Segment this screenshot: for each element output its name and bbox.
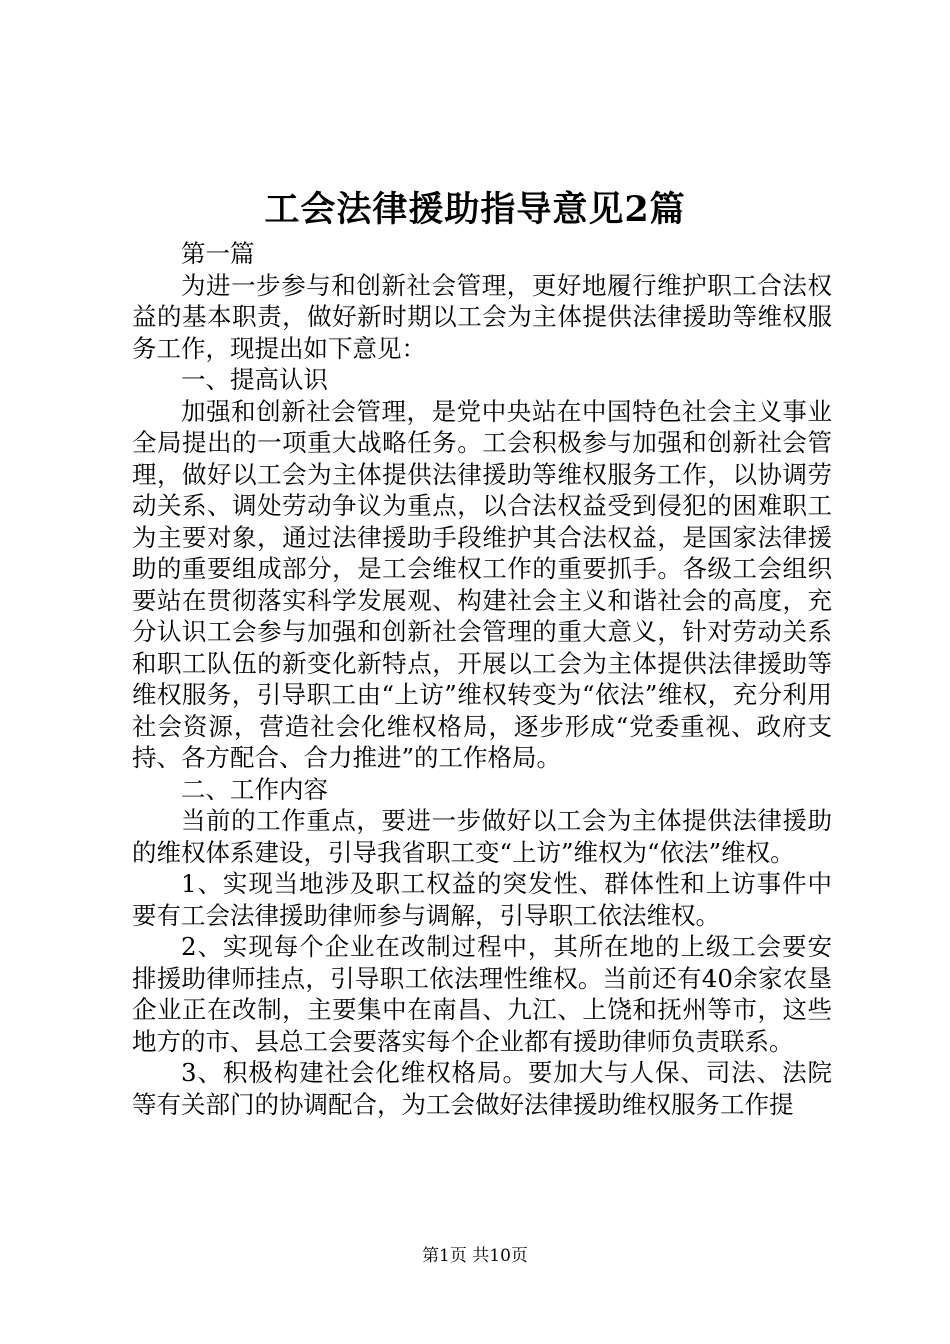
- awareness-paragraph: 加强和创新社会管理，是党中央站在中国特色社会主义事业全局提出的一项重大战略任务。工会积极参与加强和创新社会管理，做好以工会为主体提供法律援助等维权服务工作，以协调劳动关系、调处劳动争议为重点，以合法权益受到侵犯的困难职工为主要对象，通过法律援助手段维护其合法权益，是国家法律援助的重要组成部分，是工会维权工作的重要抓手。各级工会组织要站在贯彻落实科学发展观、构建社会主义和谐社会的高度，充分认识工会参与加强和创新社会管理的重大意义，针对劳动关系和职工队伍的新变化新特点，开展以工会为主体提供法律援助等维权服务，引导职工由“上访”维权转变为“依法”维权，充分利用社会资源，营造社会化维权格局，逐步形成“党委重视、政府支持、各方配合、合力推进”的工作格局。: [132, 396, 832, 772]
- document-body: [132, 238, 832, 1120]
- section-heading-raise-awareness: 一、提高认识: [181, 365, 328, 394]
- section-heading-first-part: 第一篇: [181, 239, 255, 268]
- document-title: 工会法律援助指导意见2篇: [264, 189, 686, 230]
- list-item-2: 2、实现每个企业在改制过程中，其所在地的上级工会要安排援助律师挂点，引导职工依法理性维权。当前还有40余家农垦企业正在改制，主要集中在南昌、九江、上饶和抚州等市，这些地方的市、县总工会要落实每个企业都有援助律师负责联系。: [132, 932, 832, 1056]
- work-focus-paragraph: 当前的工作重点，要进一步做好以工会为主体提供法律援助的维权体系建设，引导我省职工变“上访”维权为“依法”维权。: [132, 806, 832, 867]
- list-item-3: 3、积极构建社会化维权格局。要加大与人保、司法、法院等有关部门的协调配合，为工会做好法律援助维权服务工作提: [132, 1058, 832, 1119]
- section-heading-work-content: 二、工作内容: [181, 774, 328, 804]
- list-item-1: 1、实现当地涉及职工权益的突发性、群体性和上访事件中要有工会法律援助律师参与调解，引导职工依法维权。: [132, 869, 832, 930]
- page-number-footer: 第1页 共10页: [422, 1246, 528, 1266]
- intro-paragraph: 为进一步参与和创新社会管理，更好地履行维护职工合法权益的基本职责，做好新时期以工会为主体提供法律援助等维权服务工作，现提出如下意见：: [132, 270, 832, 363]
